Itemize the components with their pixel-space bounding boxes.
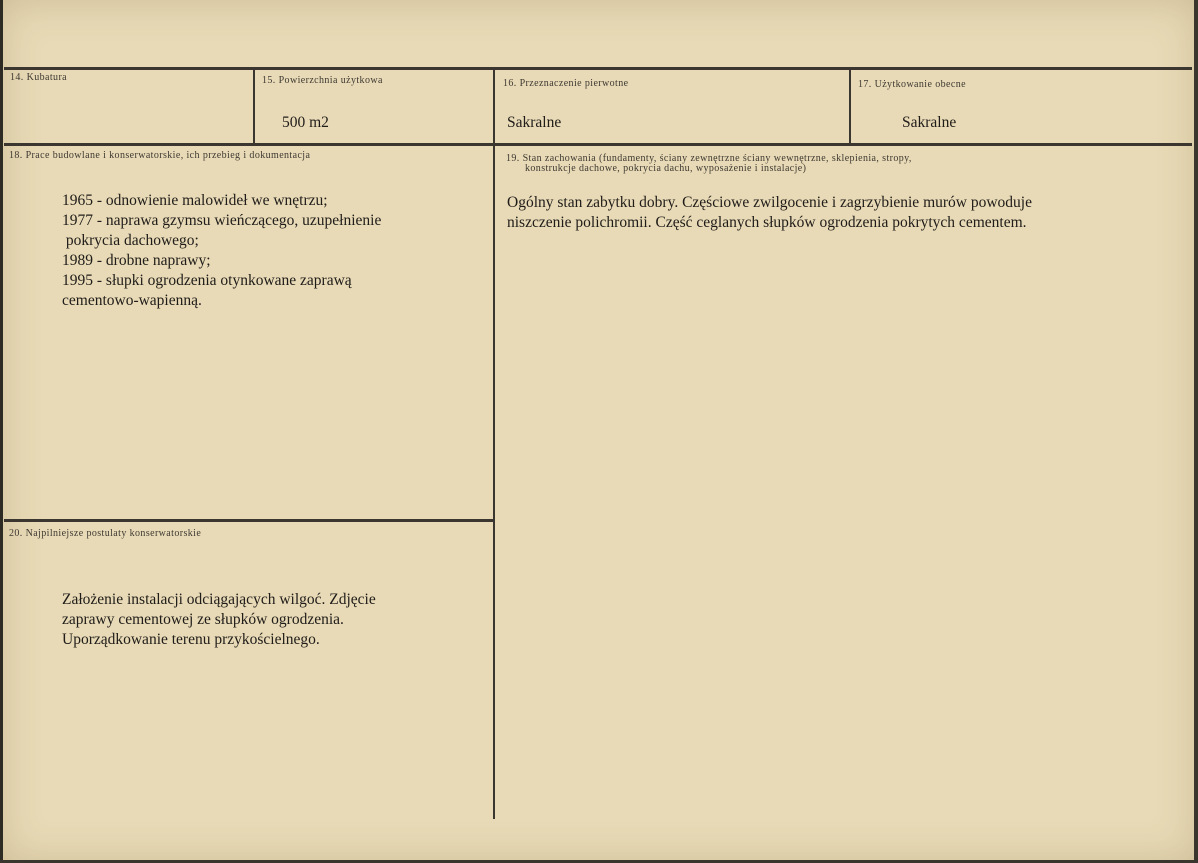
field-18-line: cementowo-wapienną.	[62, 292, 202, 309]
row-rule-2	[4, 519, 493, 522]
field-18-line: 1977 - naprawa gzymsu wieńczącego, uzupełnienie	[62, 212, 382, 229]
field-18-label: 18. Prace budowlane i konserwatorskie, ich przebieg i dokumentacja	[9, 150, 311, 161]
field-18-line: 1965 - odnowienie malowideł we wnętrzu;	[62, 192, 328, 209]
divider-16-17	[849, 69, 851, 145]
field-18-line: pokrycia dachowego;	[62, 232, 199, 249]
field-18-line: 1989 - drobne naprawy;	[62, 252, 211, 269]
divider-15-16	[493, 69, 495, 819]
field-19-label-line1: 19. Stan zachowania (fundamenty, ściany zewnętrzne ściany wewnętrzne, sklepienia, stropy,	[506, 153, 912, 164]
field-18-text	[62, 191, 381, 311]
card-right-edge	[1194, 0, 1198, 863]
card-left-edge	[0, 0, 3, 863]
field-17-label: 17. Użytkowanie obecne	[858, 79, 966, 90]
field-16-value: Sakralne	[507, 114, 562, 131]
field-20-line: Uporządkowanie terenu przykościelnego.	[62, 631, 320, 648]
field-17-value: Sakralne	[902, 114, 957, 131]
field-19-label	[506, 154, 912, 174]
field-15-label: 15. Powierzchnia użytkowa	[262, 75, 383, 86]
field-20-text	[62, 590, 376, 650]
row-rule-1	[4, 143, 1192, 146]
field-19-line: Ogólny stan zabytku dobry. Częściowe zwilgocenie i zagrzybienie murów powoduje	[507, 194, 1032, 211]
field-19-label-line2: konstrukcje dachowe, pokrycia dachu, wyposażenie i instalacje)	[525, 163, 807, 174]
field-20-line: zaprawy cementowej ze słupków ogrodzenia.	[62, 611, 344, 628]
field-20-label: 20. Najpilniejsze postulaty konserwatorskie	[9, 528, 202, 539]
field-14-label: 14. Kubatura	[10, 72, 68, 83]
top-rule	[4, 67, 1192, 70]
field-16-label: 16. Przeznaczenie pierwotne	[503, 78, 629, 89]
field-19-text	[507, 193, 1032, 233]
field-20-line: Założenie instalacji odciągających wilgoć. Zdjęcie	[62, 591, 376, 608]
divider-14-15	[253, 69, 255, 145]
field-19-line: niszczenie polichromii. Część ceglanych słupków ogrodzenia pokrytych cementem.	[507, 214, 1027, 231]
field-18-line: 1995 - słupki ogrodzenia otynkowane zaprawą	[62, 272, 352, 289]
field-15-value: 500 m2	[282, 114, 329, 131]
